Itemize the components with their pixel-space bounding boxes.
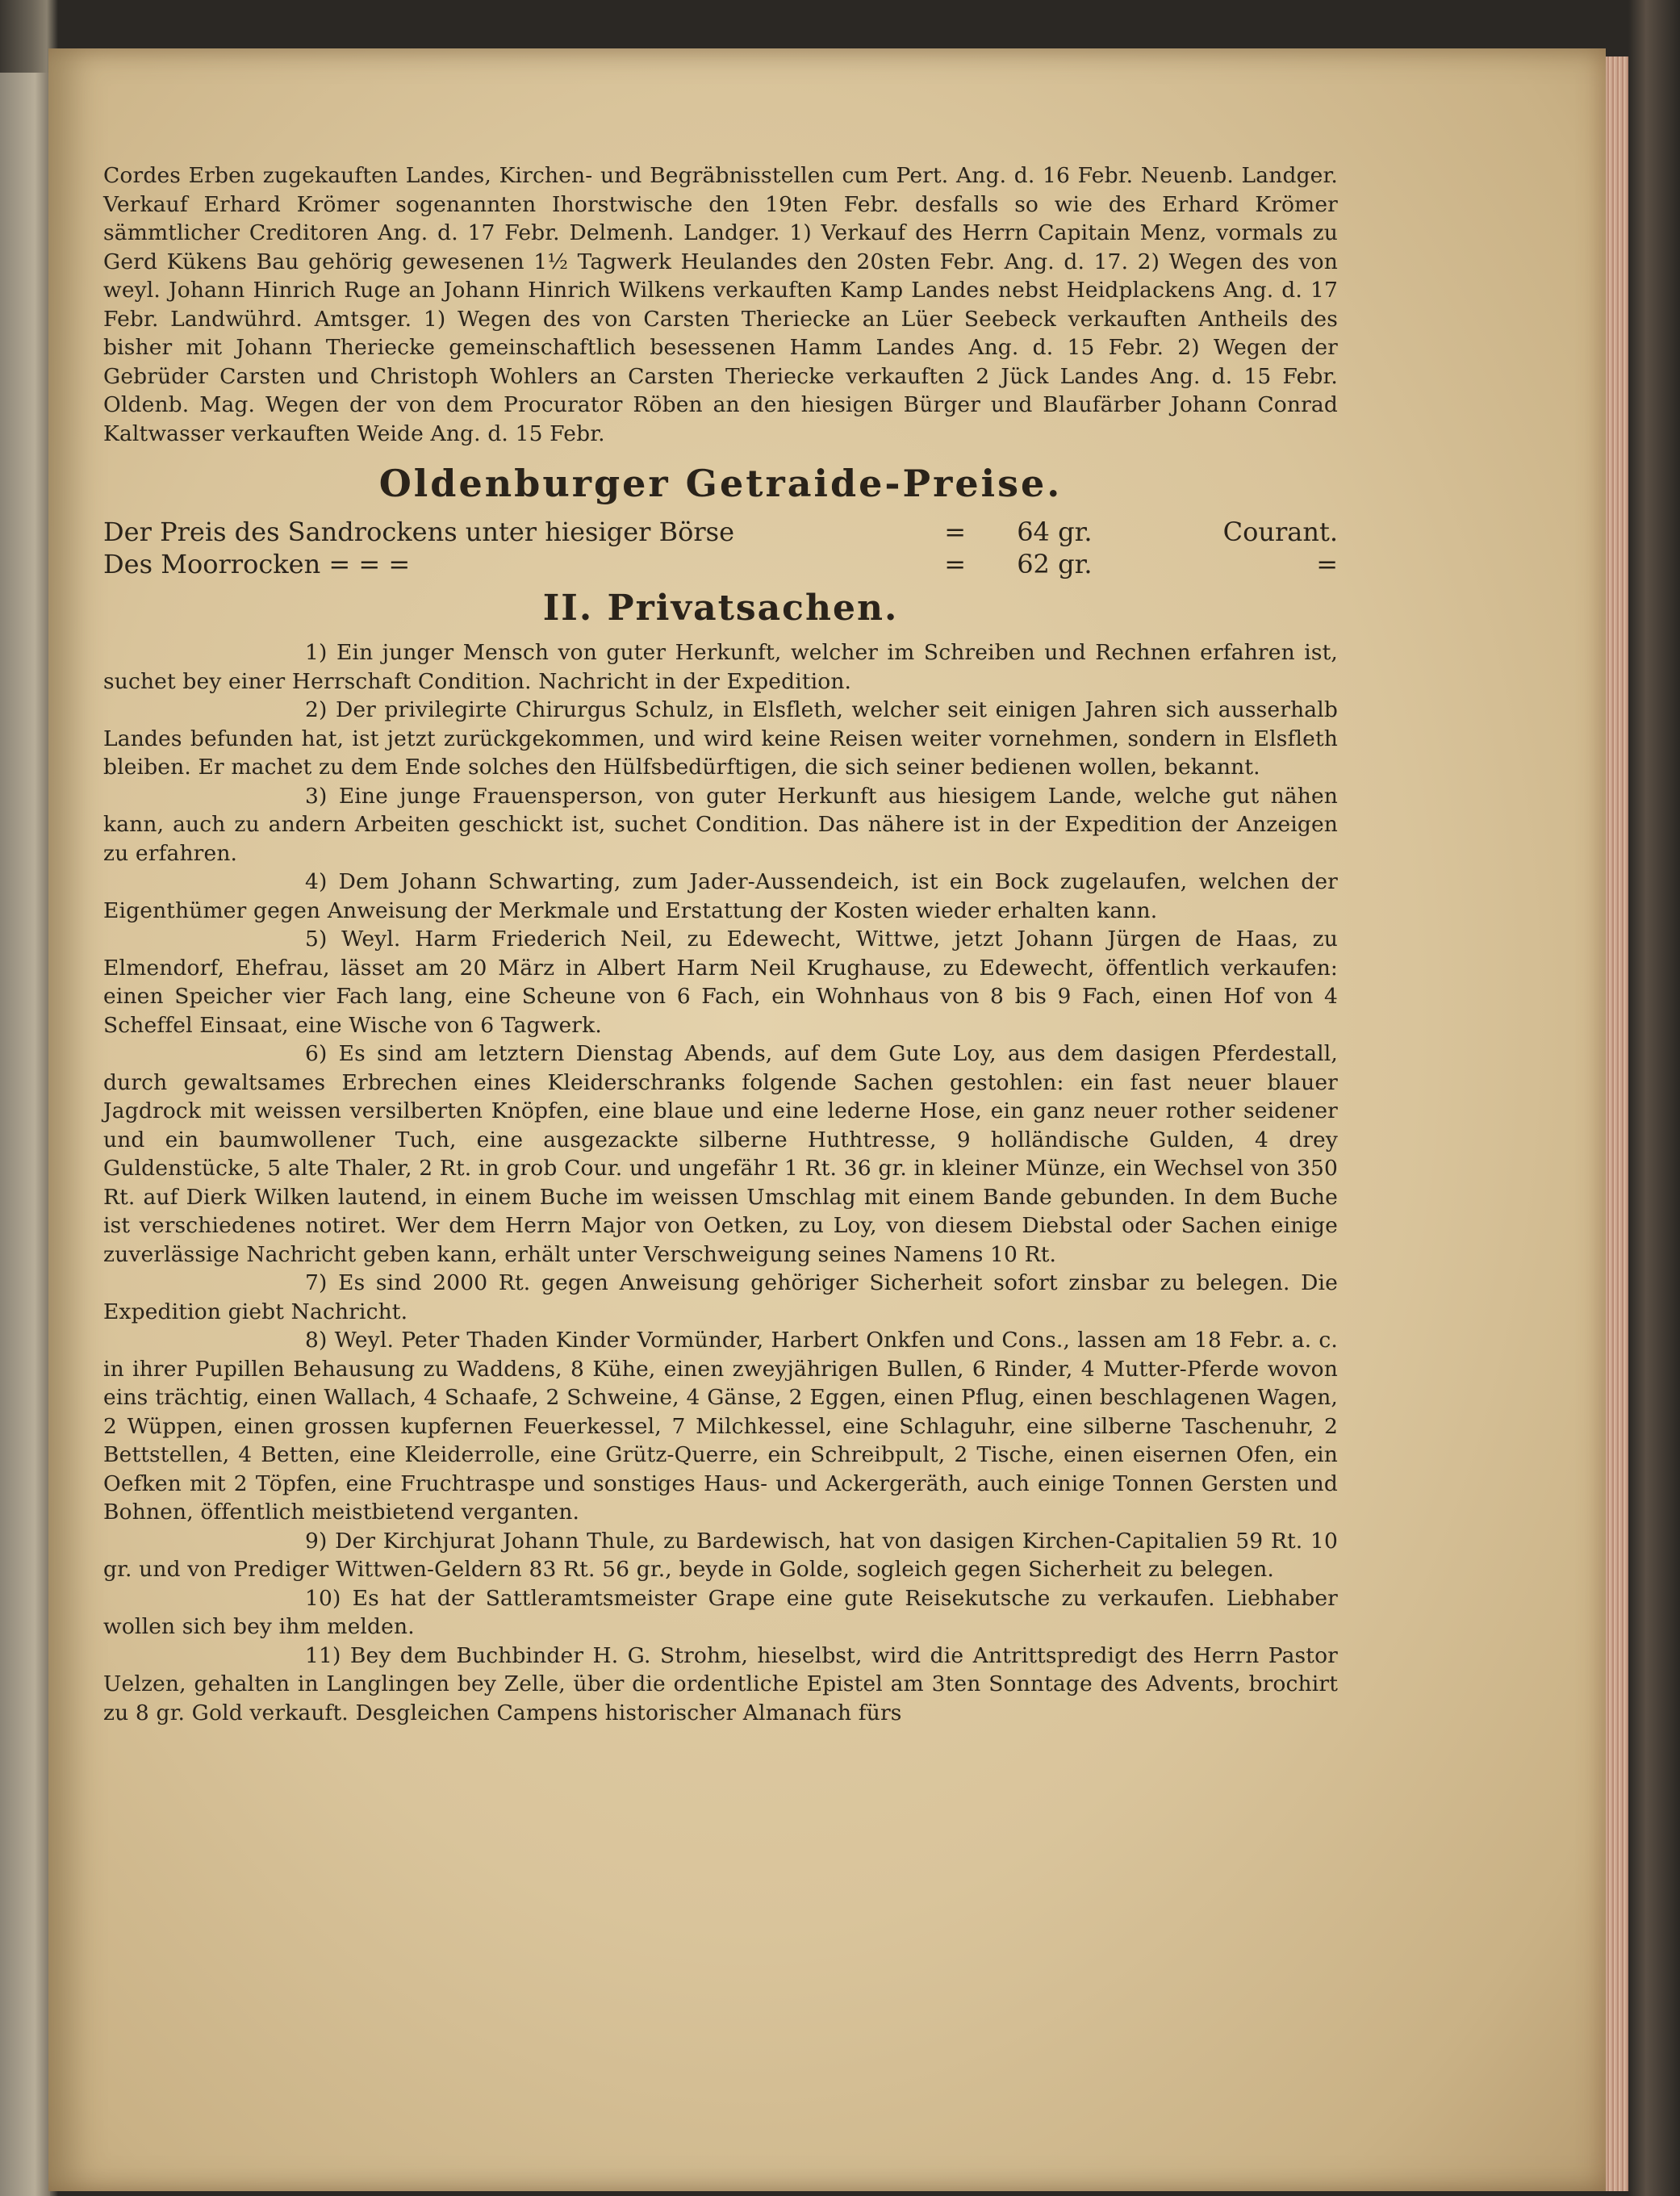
intro-paragraph: Cordes Erben zugekauften Landes, Kirchen- und Begräbnisstellen cum Pert. Ang. d. 16 Febr. Neuenb. Landger. Verkauf Erhard Krömer sogenannten Ihorstwische den 19ten Febr. desfalls so wie des Erhard Krömer sämmtlicher Creditoren Ang. d. 17 Febr. Delmenh. Landger. 1) Verkauf des Herrn Capitain Menz, vormals zu Gerd Kükens Bau gehörig gewesenen 1½ Tagwerk Heulandes den 20sten Febr. Ang. d. 17. 2) Wegen des von weyl. Johann Hinrich Ruge an Johann Hinrich Wilkens verkauften Kamp Landes nebst Heidplackens Ang. d. 17 Febr. Landwührd. Amtsger. 1) Wegen des von Carsten Theriecke an Lüer Seebeck verkauften Antheils des bisher mit Johann Theriecke gemeinschaftlich besessenen Hamm Landes Ang. d. 15 Febr. 2) Wegen der Gebrüder Carsten und Christoph Wohlers an Carsten Theriecke verkauften 2 Jück Landes Ang. d. 15 Febr. Oldenb. Mag. Wegen der von dem Procurator Röben an den hiesigen Bürger und Blaufärber Johann Conrad Kaltwasser verkauften Weide Ang. d. 15 Febr.	[103, 163, 1338, 446]
notice-item: 8) Weyl. Peter Thaden Kinder Vormünder, Harbert Onkfen und Cons., lassen am 18 Febr. a. c. in ihrer Pupillen Behausung zu Waddens, 8 Kühe, einen zweyjährigen Bullen, 6 Rinder, 4 Mutter-Pferde wovon eins trächtig, einen Wallach, 4 Schaafe, 2 Schweine, 4 Gänse, 2 Eggen, einen Pflug, einen beschlagenen Wagen, 2 Wüppen, einen grossen kupfernen Feuerkessel, 7 Milchkessel, eine Schlaguhr, eine silberne Taschenuhr, 2 Bettstellen, 4 Betten, eine Kleiderrolle, eine Grütz-Querre, ein Schreibpult, 2 Tische, einen eisernen Ofen, ein Oefken mit 2 Töpfen, eine Fruchtraspe und sonstiges Haus- und Ackergeräth, auch einige Tonnen Gersten und Bohnen, öffentlich meistbietend verganten.	[103, 1328, 1338, 1525]
private-matters-title: II. Privatsachen.	[542, 588, 899, 629]
notice-item: 9) Der Kirchjurat Johann Thule, zu Bardewisch, hat von dasigen Kirchen-Capitalien 59 Rt. 10 gr. und von Prediger Wittwen-Geldern 83 Rt. 56 gr., beyde in Golde, sogleich gegen Sicherheit zu belegen.	[103, 1528, 1338, 1582]
price-row	[103, 548, 1338, 580]
price-row	[103, 516, 1338, 548]
notice-item: 4) Dem Johann Schwarting, zum Jader-Aussendeich, ist ein Bock zugelaufen, welchen der Eigenthümer gegen Anweisung der Merkmale und Erstattung der Kosten wieder erhalten kann.	[103, 869, 1338, 923]
price-amount: 62 gr.	[1017, 549, 1093, 579]
notice-item: 11) Bey dem Buchbinder H. G. Strohm, hieselbst, wird die Antrittspredigt des Herrn Pastor Uelzen, gehalten in Langlingen bey Zelle, über die ordentliche Epistel am 3ten Sonntage des Advents, brochirt zu 8 gr. Gold verkauft. Desgleichen Campens historischer Almanach fürs	[103, 1642, 1338, 1725]
price-currency: Courant.	[1222, 517, 1338, 547]
price-label: Des Moorrocken = = =	[103, 549, 411, 579]
notice-item: 1) Ein junger Mensch von guter Herkunft, welcher im Schreiben und Rechnen erfahren ist, suchet bey einer Herrschaft Condition. Nachricht in der Expedition.	[103, 640, 1338, 694]
previous-page-edge	[0, 73, 50, 2196]
ditto-mark: =	[944, 517, 967, 547]
price-amount: 64 gr.	[1017, 517, 1093, 547]
grain-prices-title: Oldenburger Getraide-Preise.	[378, 462, 1063, 505]
notice-item: 3) Eine junge Frauensperson, von guter Herkunft aus hiesigem Lande, welche gut nähen kann, auch zu andern Arbeiten geschickt ist, suchet Condition. Das nähere ist in der Expedition der Anzeigen zu erfahren.	[103, 783, 1338, 866]
notice-item: 7) Es sind 2000 Rt. gegen Anweisung gehöriger Sicherheit sofort zinsbar zu belegen. Die Expedition giebt Nachricht.	[103, 1270, 1338, 1324]
page-content	[103, 161, 1338, 1727]
notice-item: 6) Es sind am letztern Dienstag Abends, auf dem Gute Loy, aus dem dasigen Pferdestall, durch gewaltsames Erbrechen eines Kleiderschranks folgende Sachen gestohlen: ein fast neuer blauer Jagdrock mit weissen versilberten Knöpfen, eine blaue und eine lederne Hose, ein ganz neuer rother seidener und ein baumwollener Tuch, eine ausgezackte silberne Huthtresse, 9 holländische Gulden, 4 drey Guldenstücke, 5 alte Thaler, 2 Rt. in grob Cour. und ungefähr 1 Rt. 36 gr. in kleiner Münze, ein Wechsel von 350 Rt. auf Dierk Wilken lautend, in einem Buche im weissen Umschlag mit einem Bande gebunden. In dem Buche ist verschiedenes notiret. Wer dem Herrn Major von Oetken, zu Loy, von diesem Diebstal oder Sachen einige zuverlässige Nachricht geben kann, erhält unter Verschweigung seines Namens 10 Rt.	[103, 1041, 1338, 1267]
page-fore-edge	[1606, 56, 1628, 2191]
grain-price-table	[103, 516, 1338, 580]
price-currency: =	[1316, 549, 1338, 579]
ditto-mark: =	[944, 549, 967, 579]
notice-item: 2) Der privilegirte Chirurgus Schulz, in Elsfleth, welcher seit einigen Jahren sich ausserhalb Landes befunden hat, ist jetzt zurückgekommen, und wird keine Reisen weiter vornehmen, sondern in Elsfleth bleiben. Er machet zu dem Ende solches den Hülfsbedürftigen, die sich seiner bedienen wollen, bekannt.	[103, 697, 1338, 780]
price-label: Der Preis des Sandrockens unter hiesiger Börse	[103, 517, 735, 547]
notice-item: 10) Es hat der Sattleramtsmeister Grape eine gute Reisekutsche zu verkaufen. Liebhaber wollen sich bey ihm melden.	[103, 1585, 1338, 1639]
notice-item: 5) Weyl. Harm Friederich Neil, zu Edewecht, Wittwe, jetzt Johann Jürgen de Haas, zu Elmendorf, Ehefrau, lässet am 20 März in Albert Harm Neil Krughause, zu Edewecht, öffentlich verkaufen: einen Speicher vier Fach lang, eine Scheune von 6 Fach, ein Wohnhaus von 8 bis 9 Fach, einen Hof von 4 Scheffel Einsaat, eine Wische von 6 Tagwerk.	[103, 927, 1338, 1038]
